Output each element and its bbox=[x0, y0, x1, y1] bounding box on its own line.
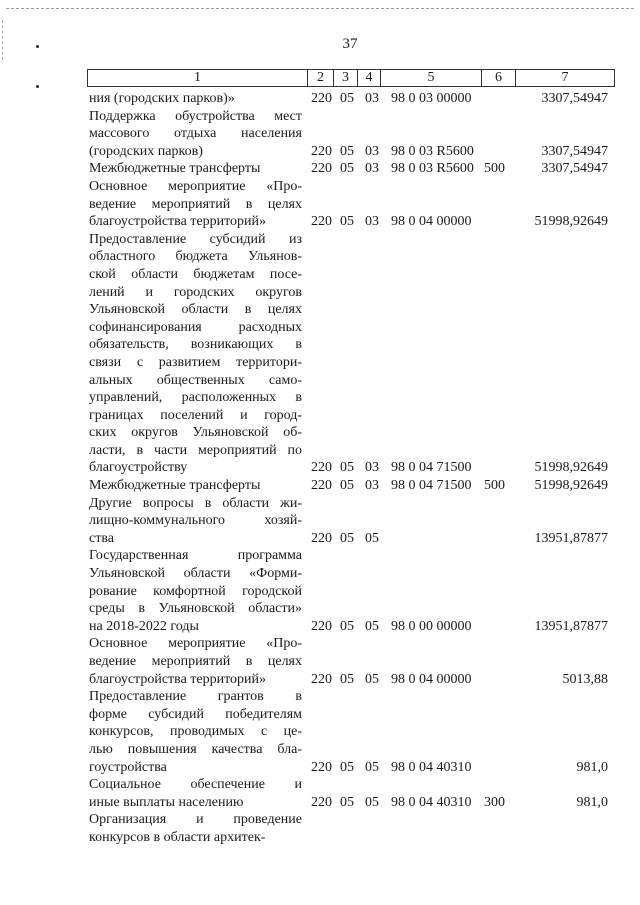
subsection-code: 03 bbox=[365, 91, 379, 106]
description-line: Предоставление грантов в bbox=[89, 689, 302, 705]
subsection-code: 05 bbox=[365, 794, 379, 810]
description-line: благоустройства территорий» bbox=[89, 214, 267, 230]
description-line: иные выплаты населению bbox=[89, 794, 244, 810]
expense-type-code: 500 bbox=[484, 478, 505, 494]
description-line: Межбюджетные трансферты bbox=[89, 161, 261, 177]
row-codes bbox=[0, 671, 640, 689]
description-line: лищно-коммунального хозяй- bbox=[89, 513, 302, 529]
description-line: границах поселений и город- bbox=[89, 407, 302, 423]
section-code: 05 bbox=[340, 671, 354, 687]
subsection-code: 05 bbox=[365, 759, 379, 775]
description-line: ведение мероприятий в целях bbox=[89, 654, 302, 669]
ministry-code: 220 bbox=[311, 671, 332, 687]
table-row bbox=[0, 688, 640, 776]
description-line: обязательств, возникающих в bbox=[89, 337, 302, 353]
row-codes bbox=[0, 160, 640, 178]
description-line: Другие вопросы в области жи- bbox=[89, 495, 302, 511]
table-row bbox=[0, 90, 640, 108]
row-codes bbox=[0, 143, 640, 161]
row-codes bbox=[0, 829, 640, 847]
target-article-code: 98 0 04 00000 bbox=[391, 671, 472, 687]
description-line: рование комфортной городской bbox=[89, 583, 302, 599]
description-line: на 2018-2022 годы bbox=[89, 618, 199, 634]
description-line: Основное мероприятие «Про- bbox=[89, 636, 302, 652]
description-line: областного бюджета Ульянов- bbox=[89, 249, 302, 265]
amount: 5013,88 bbox=[562, 671, 608, 687]
description-line: Государственная программа bbox=[89, 548, 302, 564]
description-line: софинансирования расходных bbox=[89, 319, 302, 335]
scan-artifact-top-line bbox=[6, 8, 634, 9]
amount: 3307,54947 bbox=[541, 91, 608, 106]
table-row bbox=[0, 547, 640, 635]
table-row bbox=[0, 178, 640, 231]
subsection-code: 05 bbox=[365, 530, 379, 546]
description-line: конкурсов, проводимых с це- bbox=[89, 724, 302, 740]
amount: 51998,92649 bbox=[534, 214, 608, 230]
row-codes bbox=[0, 90, 640, 108]
description-line: альных общественных само- bbox=[89, 372, 302, 388]
target-article-code: 98 0 04 71500 bbox=[391, 478, 472, 494]
ministry-code: 220 bbox=[311, 759, 332, 775]
column-header-3: 3 bbox=[334, 70, 358, 87]
scan-speck bbox=[36, 85, 39, 88]
table-row bbox=[0, 160, 640, 178]
description-line: Межбюджетные трансферты bbox=[89, 478, 261, 494]
ministry-code: 220 bbox=[311, 460, 332, 476]
amount: 13951,87877 bbox=[534, 530, 608, 546]
amount: 51998,92649 bbox=[534, 478, 608, 494]
section-code: 05 bbox=[340, 143, 354, 159]
target-article-code: 98 0 04 40310 bbox=[391, 794, 472, 810]
target-article-code: 98 0 04 71500 bbox=[391, 460, 472, 476]
row-description bbox=[89, 231, 302, 477]
target-article-code: 98 0 00 00000 bbox=[391, 618, 472, 634]
description-line: Ульяновской области в целях bbox=[89, 302, 302, 318]
table-row bbox=[0, 776, 640, 811]
amount: 51998,92649 bbox=[534, 460, 608, 476]
ministry-code: 220 bbox=[311, 478, 332, 494]
description-line: массового отдыха населения bbox=[89, 126, 302, 142]
description-line: благоустройства территорий» bbox=[89, 671, 267, 687]
subsection-code: 03 bbox=[365, 161, 379, 177]
table-row bbox=[0, 495, 640, 548]
column-header-7: 7 bbox=[516, 70, 615, 87]
section-code: 05 bbox=[340, 530, 354, 546]
description-line: (городских парков) bbox=[89, 143, 203, 159]
description-line: ских округов Ульяновской об- bbox=[89, 425, 302, 441]
table-row bbox=[0, 635, 640, 688]
row-codes bbox=[0, 759, 640, 777]
ministry-code: 220 bbox=[311, 530, 332, 546]
column-header-table bbox=[87, 69, 615, 87]
ministry-code: 220 bbox=[311, 214, 332, 230]
description-line: гоустройства bbox=[89, 759, 167, 775]
column-header-6: 6 bbox=[482, 70, 516, 87]
page-number: 37 bbox=[342, 36, 358, 52]
budget-table-body bbox=[0, 90, 640, 847]
expense-type-code: 300 bbox=[484, 794, 505, 810]
table-row bbox=[0, 477, 640, 495]
description-line: лью повышения качества бла- bbox=[89, 741, 302, 757]
description-line: Социальное обеспечение и bbox=[89, 777, 302, 793]
section-code: 05 bbox=[340, 91, 354, 106]
section-code: 05 bbox=[340, 214, 354, 230]
expense-type-code: 500 bbox=[484, 161, 505, 177]
section-code: 05 bbox=[340, 460, 354, 476]
ministry-code: 220 bbox=[311, 794, 332, 810]
row-codes bbox=[0, 530, 640, 548]
column-header-1: 1 bbox=[88, 70, 308, 87]
subsection-code: 05 bbox=[365, 671, 379, 687]
column-header-2: 2 bbox=[308, 70, 334, 87]
target-article-code: 98 0 04 40310 bbox=[391, 759, 472, 775]
description-line: лений и городских округов bbox=[89, 284, 302, 300]
target-article-code: 98 0 03 R5600 bbox=[391, 143, 474, 159]
table-row bbox=[0, 108, 640, 161]
section-code: 05 bbox=[340, 794, 354, 810]
description-line: форме субсидий победителям bbox=[89, 706, 302, 722]
description-line: благоустройству bbox=[89, 460, 188, 476]
description-line: Основное мероприятие «Про- bbox=[89, 178, 302, 194]
section-code: 05 bbox=[340, 618, 354, 634]
description-line: среды в Ульяновской области» bbox=[89, 601, 302, 617]
ministry-code: 220 bbox=[311, 91, 332, 106]
description-line: управлений, расположенных в bbox=[89, 390, 302, 406]
section-code: 05 bbox=[340, 161, 354, 177]
target-article-code: 98 0 03 R5600 bbox=[391, 161, 474, 177]
section-code: 05 bbox=[340, 478, 354, 494]
row-codes bbox=[0, 213, 640, 231]
row-codes bbox=[0, 794, 640, 812]
amount: 981,0 bbox=[576, 794, 608, 810]
ministry-code: 220 bbox=[311, 143, 332, 159]
table-row bbox=[0, 231, 640, 477]
description-line: Поддержка обустройства мест bbox=[89, 108, 302, 124]
column-header-5: 5 bbox=[381, 70, 482, 87]
column-header-4: 4 bbox=[358, 70, 381, 87]
ministry-code: 220 bbox=[311, 618, 332, 634]
subsection-code: 03 bbox=[365, 143, 379, 159]
description-line: Предоставление субсидий из bbox=[89, 231, 302, 247]
row-codes bbox=[0, 459, 640, 477]
description-line: ния (городских парков)» bbox=[89, 91, 235, 106]
description-line: ской области бюджетам посе- bbox=[89, 266, 302, 282]
ministry-code: 220 bbox=[311, 161, 332, 177]
description-line: ведение мероприятий в целях bbox=[89, 196, 302, 212]
amount: 13951,87877 bbox=[534, 618, 608, 634]
description-line: связи с развитием территори- bbox=[89, 354, 302, 370]
target-article-code: 98 0 03 00000 bbox=[391, 91, 472, 106]
row-codes bbox=[0, 477, 640, 495]
subsection-code: 03 bbox=[365, 214, 379, 230]
description-line: ства bbox=[89, 530, 114, 546]
table-row bbox=[0, 811, 640, 846]
description-line: Организация и проведение bbox=[89, 812, 302, 828]
description-line: Ульяновской области «Форми- bbox=[89, 566, 302, 582]
target-article-code: 98 0 04 00000 bbox=[391, 214, 472, 230]
row-codes bbox=[0, 618, 640, 636]
description-line: ласти, в части мероприятий по bbox=[89, 442, 302, 458]
amount: 981,0 bbox=[576, 759, 608, 775]
subsection-code: 03 bbox=[365, 460, 379, 476]
amount: 3307,54947 bbox=[541, 161, 608, 177]
amount: 3307,54947 bbox=[541, 143, 608, 159]
subsection-code: 05 bbox=[365, 618, 379, 634]
description-line: конкурсов в области архитек- bbox=[89, 829, 266, 845]
subsection-code: 03 bbox=[365, 478, 379, 494]
section-code: 05 bbox=[340, 759, 354, 775]
